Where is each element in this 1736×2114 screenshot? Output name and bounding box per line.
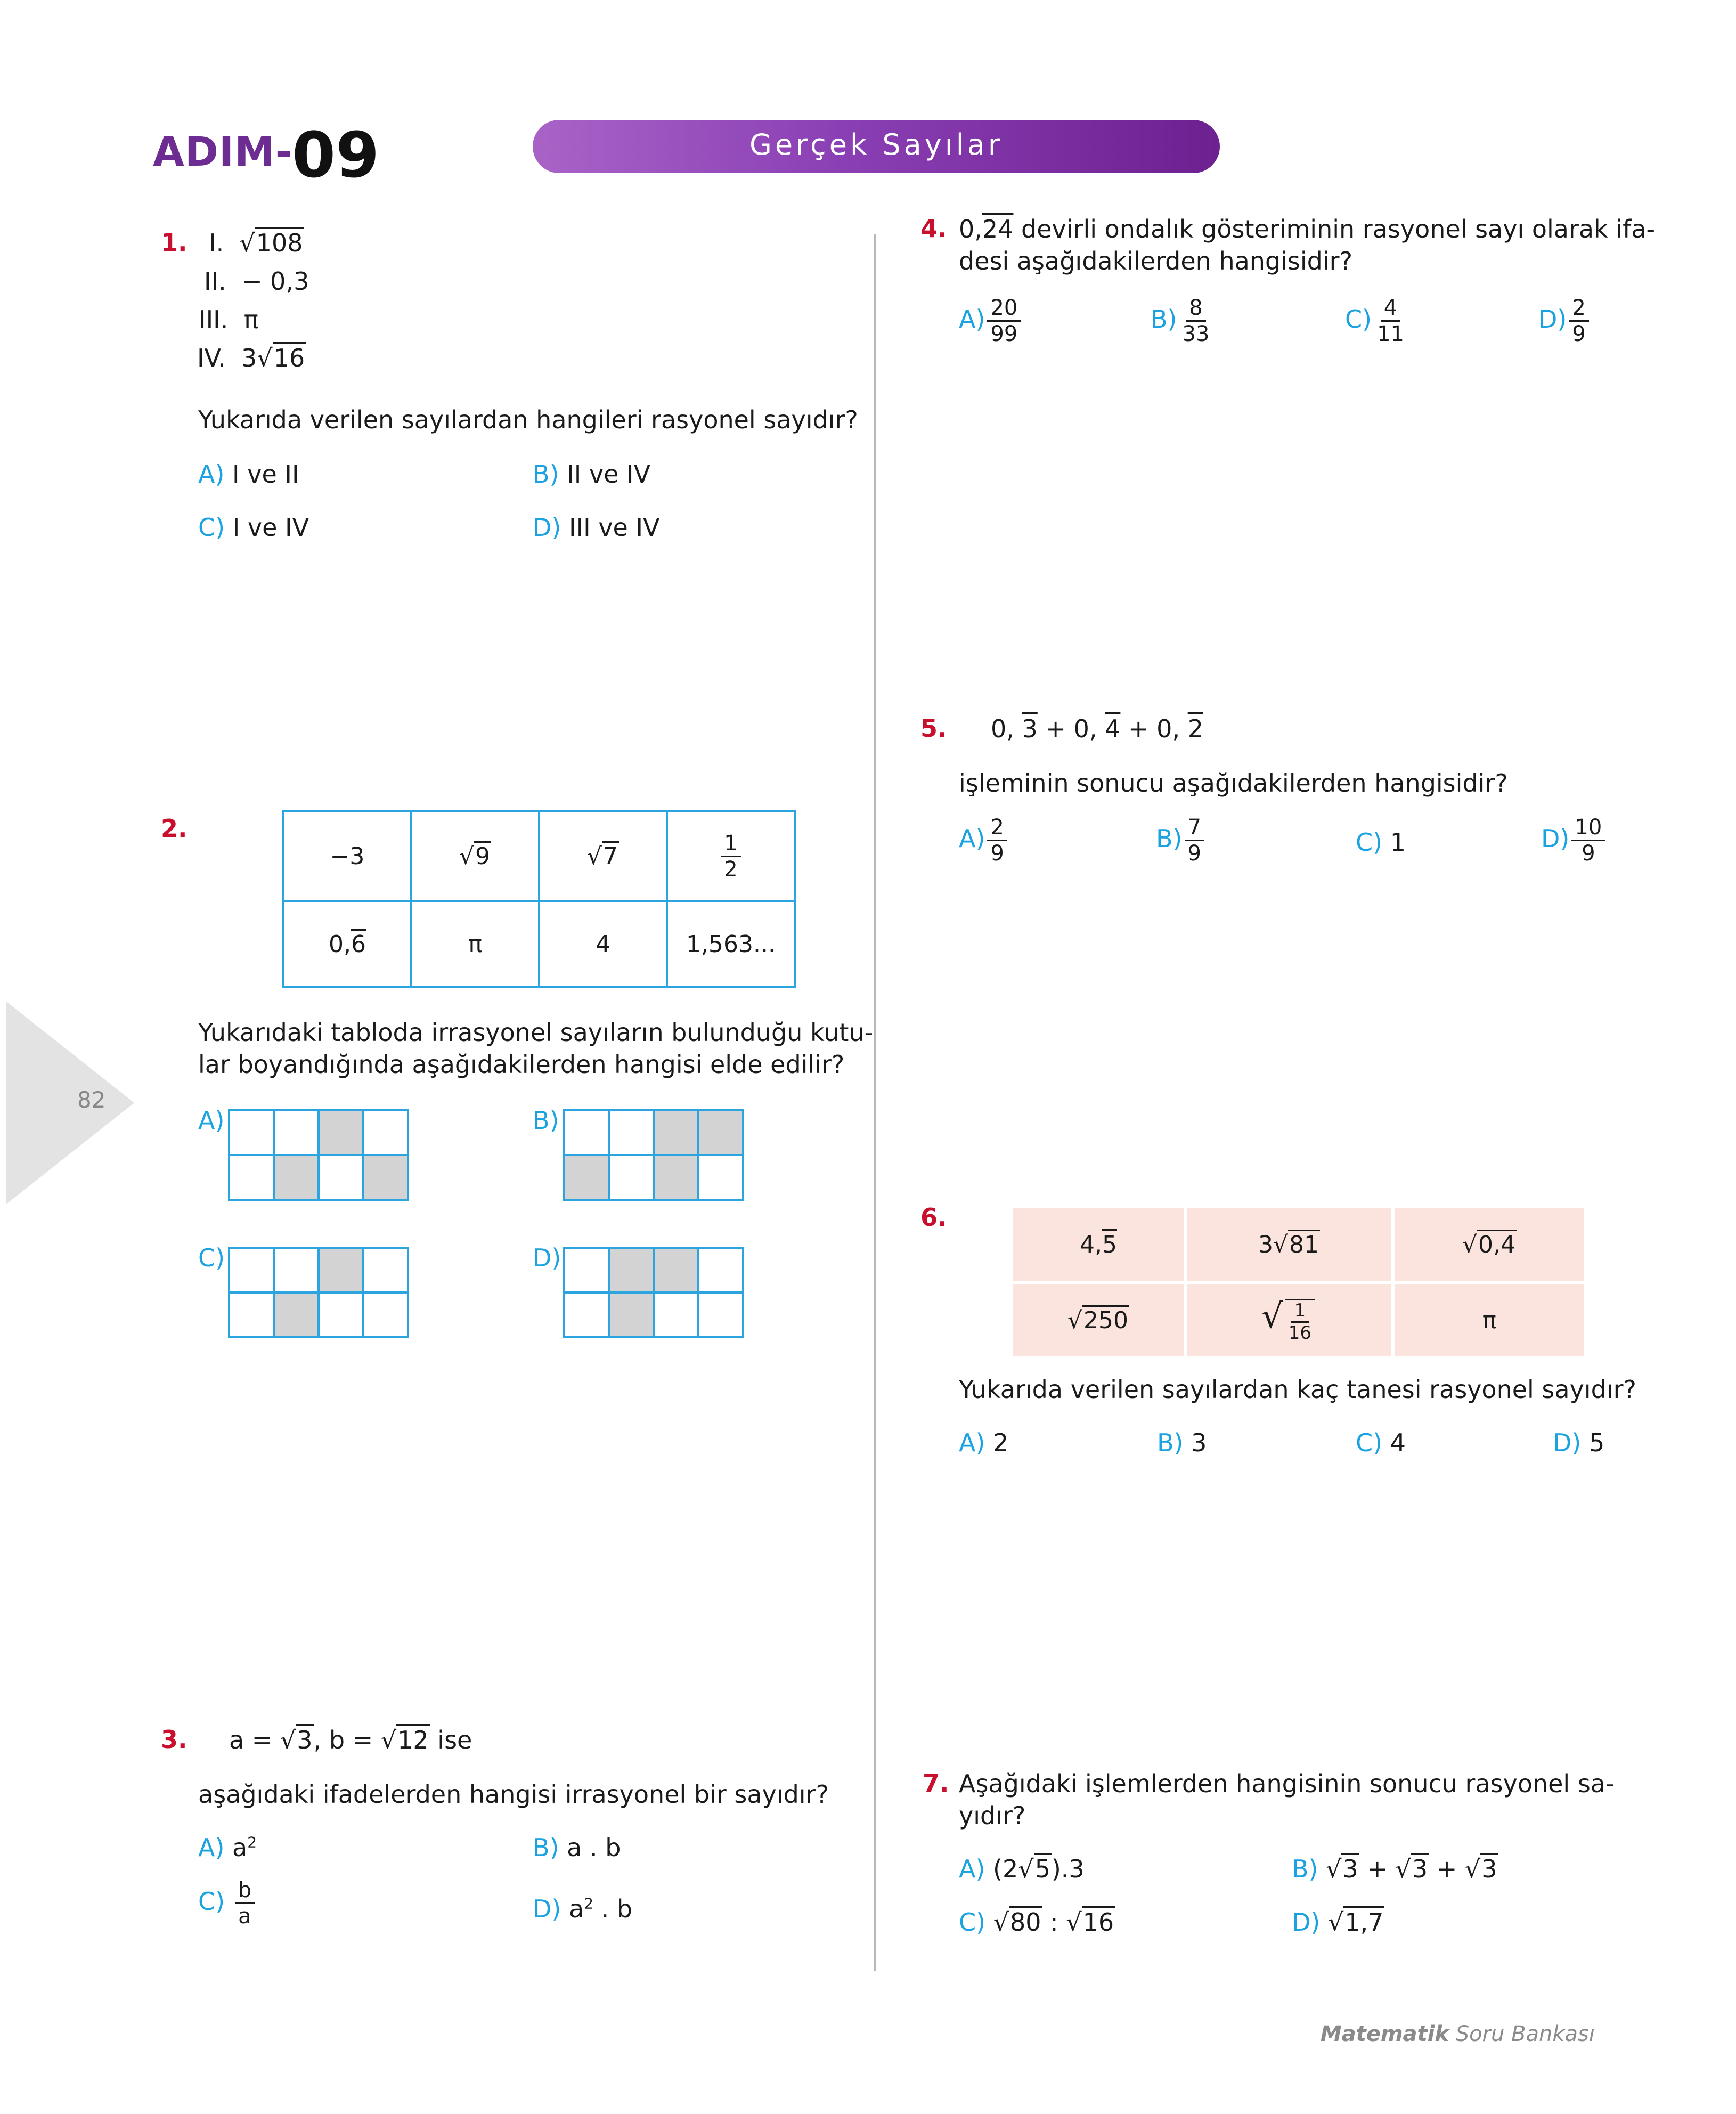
q5-option-d[interactable]: D) $\frac{10}{9}$ [1541,815,1607,866]
q4-option-b[interactable]: B) $\frac{8}{33}$ [1151,296,1210,346]
q2-cell: √7 [539,811,667,901]
column-divider [874,234,876,1971]
q1-item-3: III. π [199,305,259,334]
q2-option-b-grid[interactable] [563,1109,744,1201]
empty-cell [654,1292,698,1337]
empty-cell [319,1292,363,1337]
q5-expression: 0, 3 + 0, 4 + 0, 2 [991,714,1203,743]
q6-option-d[interactable]: D) 5 [1553,1428,1605,1457]
empty-cell [274,1248,319,1292]
empty-cell [609,1110,654,1155]
q1-question: Yukarıda verilen sayılardan hangileri rasyonel sayıdır? [198,405,858,434]
q6-cell: √0,4 [1393,1207,1586,1282]
q6-number: 6. [920,1203,947,1232]
empty-cell [564,1292,609,1337]
q2-option-d-grid[interactable] [563,1247,744,1338]
q4-question-line2: desi aşağıdakilerden hangisidir? [959,247,1352,275]
q1-option-c[interactable]: C) I ve IV [198,513,309,542]
shaded-cell [363,1155,408,1200]
shaded-cell [654,1110,698,1155]
q6-number-table [1010,1205,1587,1360]
q6-option-a[interactable]: A) 2 [959,1428,1009,1457]
q2-cell: $\frac{1}{2}$ [667,811,795,901]
shaded-cell [654,1155,698,1200]
q2-question-line2: lar boyandığında aşağıdakilerden hangisi elde edilir? [198,1050,845,1079]
q3-given: a = √3, b = √12 ise [229,1725,472,1756]
empty-cell [564,1110,609,1155]
q2-cell: −3 [283,811,411,901]
step-number: 09 [292,118,380,192]
shaded-cell [698,1110,743,1155]
q6-option-b[interactable]: B) 3 [1157,1428,1207,1457]
page-title: Gerçek Sayılar [749,128,1004,161]
empty-cell [609,1155,654,1200]
q3-option-b[interactable]: B) a . b [533,1833,621,1862]
q4-number: 4. [920,214,947,243]
empty-cell [698,1155,743,1200]
q3-question: aşağıdaki ifadelerden hangisi irrasyonel bir sayıdır? [198,1780,829,1809]
shaded-cell [274,1155,319,1200]
q6-cell: √ $\frac{1}{16}$ [1185,1282,1393,1358]
q1-number: 1. [161,228,188,257]
empty-cell [363,1248,408,1292]
empty-cell [698,1248,743,1292]
q1-option-d[interactable]: D) III ve IV [533,513,660,542]
q3-option-a[interactable]: A) $a^2$ [198,1833,257,1862]
q2-cell: √9 [411,811,539,901]
q2-cell: π [411,901,539,987]
q2-cell: 0,6 [283,901,411,987]
empty-cell [319,1155,363,1200]
q7-option-b[interactable]: B) √3 + √3 + √3 [1292,1854,1498,1885]
q7-question-line1: Aşağıdaki işlemlerden hangisinin sonucu rasyonel sa- [959,1769,1615,1798]
empty-cell [363,1292,408,1337]
q2-question-line1: Yukarıdaki tabloda irrasyonel sayıların bulunduğu kutu- [198,1018,874,1047]
page-tab-triangle [6,1002,134,1204]
q2-option-a-letter[interactable]: A) [198,1106,225,1135]
q2-option-c-letter[interactable]: C) [198,1243,225,1272]
q2-cell: 1,563... [667,901,795,987]
empty-cell [229,1155,274,1200]
q6-option-c[interactable]: C) 4 [1356,1428,1406,1457]
q6-question: Yukarıda verilen sayılardan kaç tanesi rasyonel sayıdır? [959,1375,1636,1404]
q2-option-b-letter[interactable]: B) [533,1106,559,1135]
q7-number: 7. [923,1769,949,1798]
shaded-cell [564,1155,609,1200]
shaded-cell [274,1292,319,1337]
q1-item-2: II. − 0,3 [204,267,309,296]
q4-option-d[interactable]: D) $\frac{2}{9}$ [1538,296,1591,346]
q5-question: işleminin sonucu aşağıdakilerden hangisidir? [959,769,1508,798]
q1-item-1: I. √108 [209,228,304,259]
empty-cell [229,1292,274,1337]
q1-option-a[interactable]: A) I ve II [198,460,299,489]
q4-question-line1: 0,24 devirli ondalık gösteriminin rasyonel sayı olarak ifa- [959,215,1656,243]
shaded-cell [319,1248,363,1292]
q5-option-a[interactable]: A) $\frac{2}{9}$ [959,815,1009,866]
shaded-cell [319,1110,363,1155]
q7-option-d[interactable]: D) √1,7 [1292,1907,1384,1938]
empty-cell [274,1110,319,1155]
empty-cell [564,1248,609,1292]
page-number: 82 [77,1087,106,1113]
q2-cell: 4 [539,901,667,987]
q7-option-c[interactable]: C) √80 : √16 [959,1907,1115,1938]
q3-option-c[interactable]: C) $\frac{b}{a}$ [198,1878,257,1929]
q2-option-a-grid[interactable] [228,1109,409,1201]
footer-brand: Matematik Soru Bankası [1320,2022,1595,2046]
shaded-cell [654,1248,698,1292]
q4-option-a[interactable]: A) $\frac{20}{99}$ [959,296,1023,346]
q5-option-c[interactable]: C) 1 [1356,828,1406,857]
q6-cell: 3√81 [1185,1207,1393,1282]
q4-option-c[interactable]: C) $\frac{4}{11}$ [1345,296,1404,346]
shaded-cell [609,1292,654,1337]
q2-number: 2. [161,814,188,843]
q2-option-d-letter[interactable]: D) [533,1243,561,1272]
q2-number-table [282,810,796,988]
q1-item-4: IV. 3√16 [197,343,306,374]
q3-number: 3. [161,1725,188,1754]
empty-cell [698,1292,743,1337]
empty-cell [229,1248,274,1292]
step-label: ADIM- [153,128,293,175]
q7-option-a[interactable]: A) (2√5).3 [959,1854,1085,1885]
q5-number: 5. [920,714,947,743]
q7-question-line2: yıdır? [959,1801,1026,1830]
empty-cell [229,1110,274,1155]
empty-cell [363,1110,408,1155]
q6-cell: √250 [1012,1282,1185,1358]
q5-option-b[interactable]: B) $\frac{7}{9}$ [1156,815,1207,866]
q6-cell: π [1393,1282,1586,1358]
q1-option-b[interactable]: B) II ve IV [533,460,651,489]
shaded-cell [609,1248,654,1292]
q3-option-d[interactable]: D) $a^2$ . b [533,1895,633,1923]
q6-cell: 4,5 [1012,1207,1185,1282]
q2-option-c-grid[interactable] [228,1247,409,1338]
